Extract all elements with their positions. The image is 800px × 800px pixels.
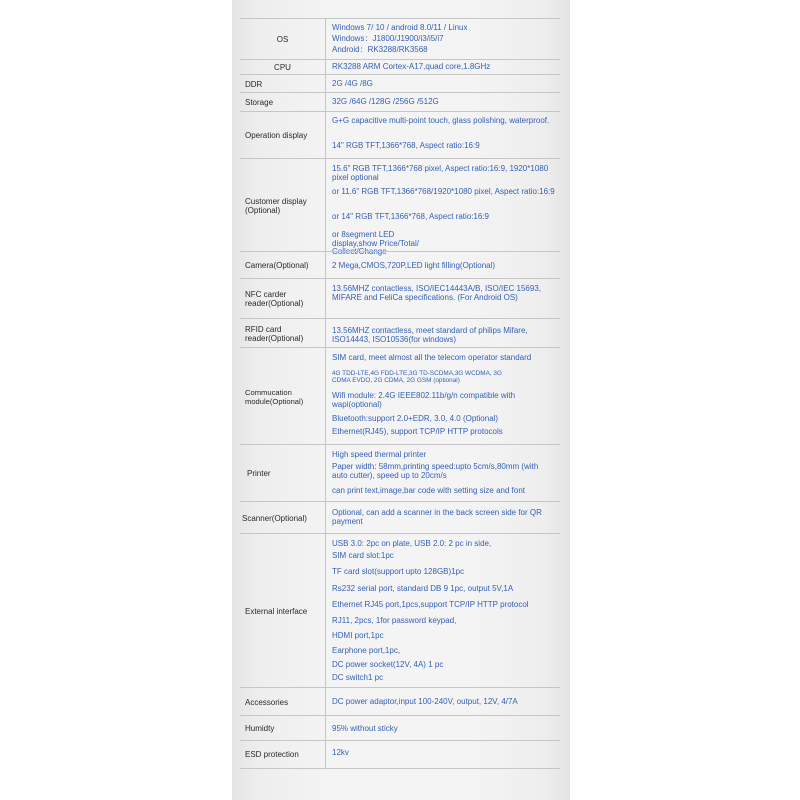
spec-value: DC power adaptor,input 100-240V, output, 12V, 4/7A [332,697,518,706]
spec-label: NFC carder reader(Optional) [245,290,304,308]
spec-value: or 11.6" RGB TFT,1366*768/1920*1080 pixel, Aspect ratio:16:9 [332,187,555,196]
spec-value: 14" RGB TFT,1366*768, Aspect ratio:16:9 [332,141,480,150]
spec-label: External interface [245,606,308,616]
spec-label: RFID card reader(Optional) [245,324,304,343]
spec-value-cell [325,348,560,445]
spec-value: Earphone port,1pc, [332,646,401,655]
spec-row-cpu [240,59,560,75]
spec-value: 95% without sticky [332,724,398,733]
spec-value: G+G capacitive multi-point touch, glass polishing, waterproof. [332,116,550,125]
spec-label: Printer [247,469,271,478]
spec-value-cell [325,60,560,75]
spec-value: Paper width: 58mm,printing speed:upto 5cm/s,80mm (with auto cutter), speed up to 20cm/s [332,462,539,480]
spec-value: 13.56MHZ contactless, meet standard of philips Mifare, ISO14443, ISO10536(for windows) [332,326,528,344]
spec-value: DC power socket(12V, 4A) 1 pc [332,660,444,669]
spec-value: Windows 7/ 10 / android 8.0/11 / Linux [332,23,468,32]
spec-value-cell [325,19,560,60]
spec-value: Bluetooth:support 2.0+EDR, 3.0, 4.0 (Optional) [332,414,499,423]
spec-row-printer [240,444,560,502]
spec-row-operation-display [240,111,560,159]
spec-value: SIM card slot:1pc [332,551,394,560]
spec-value-cell [325,252,560,279]
spec-row-storage [240,92,560,112]
spec-value-cell [325,445,560,502]
spec-value: 32G /64G /128G /256G /512G [332,97,439,106]
spec-row-scanner [240,501,560,534]
spec-value: can print text,image,bar code with setting size and font [332,486,525,495]
spec-label: ESD protection [245,750,299,759]
spec-row-rfid-reader [240,318,560,348]
spec-row-ddr [240,74,560,93]
spec-value: 13.56MHZ contactless, ISO/IEC14443A/B, ISO/IEC 15693, MIFARE and FeliCa specifications. (For Android OS) [332,284,541,302]
spec-value-cell [325,319,560,348]
spec-label: DDR [245,79,263,89]
spec-value-cell [325,741,560,768]
spec-row-external-interface [240,533,560,688]
spec-row-os [240,18,560,60]
spec-value: 15.6" RGB TFT,1366*768 pixel, Aspect ratio:16:9, 1920*1080 pixel optional [332,164,549,182]
spec-value-cell [325,93,560,112]
spec-value-cell [325,159,560,256]
spec-value: Android：RK3288/RK3568 [332,45,428,54]
spec-value-cell [325,688,560,716]
spec-row-esd-protection [240,740,560,769]
spec-row-nfc-reader [240,278,560,319]
spec-value: or 8segment LED display,show Price/Total/ Collect/Change [332,230,419,256]
spec-value: USB 3.0: 2pc on plate, USB 2.0: 2 pc in side, [332,539,492,548]
spec-label: CPU [274,63,291,72]
spec-value: DC switch1 pc [332,673,384,682]
spec-value: 12kv [332,748,349,757]
spec-label: Customer display (Optional) [245,196,307,215]
spec-value: Windows：J1800/J1900/i3/i5/i7 [332,34,444,43]
spec-value-cell [325,534,560,688]
spec-label: Commucation module(Optional) [245,387,304,406]
spec-row-accessories [240,687,560,716]
spec-value: 2 Mega,CMOS,720P,LED light filling(Optional) [332,261,496,270]
spec-value: RK3288 ARM Cortex-A17,quad core,1.8GHz [332,62,491,71]
spec-label: Scanner(Optional) [242,513,307,523]
spec-value-cell [325,279,560,319]
spec-value-cell [325,75,560,93]
spec-value-cell [325,716,560,741]
spec-value-cell [325,112,560,159]
spec-value: High speed thermal printer [332,450,427,459]
spec-row-humidity [240,715,560,741]
spec-label: OS [276,35,289,44]
spec-row-communication-module [240,347,560,445]
spec-label: Humidty [245,724,275,733]
spec-label: Accessories [245,697,289,707]
spec-value: HDMI port,1pc [332,631,384,640]
spec-value: SIM card, meet almost all the telecom operator standard [332,353,532,362]
spec-value: RJ11, 2pcs, 1for password keypad, [332,616,457,625]
spec-value: Optional, can add a scanner in the back screen side for QR payment [332,508,542,526]
spec-value: Wifi module: 2.4G IEEE802.11b/g/n compatible with wapi(optional) [332,391,516,409]
spec-value: or 14" RGB TFT,1366*768, Aspect ratio:16:9 [332,212,490,221]
spec-row-customer-display [240,158,560,256]
spec-row-camera [240,251,560,279]
spec-value: 4G TDD-LTE,4G FDD-LTE,3G TD-SCDMA,3G WCDMA, 3G CDMA EVDO, 2G CDMA, 2G GSM (optional) [332,370,502,384]
spec-value: Ethernet(RJ45), support TCP/IP HTTP protocols [332,427,503,436]
spec-value: TF card slot(support upto 128GB)1pc [332,567,465,576]
spec-label: Camera(Optional) [245,261,309,270]
spec-value: Rs232 serial port, standard DB 9 1pc, output 5V,1A [332,584,514,593]
spec-value: Ethernet RJ45 port,1pcs,support TCP/IP HTTP protocol [332,600,529,609]
spec-table [240,0,560,800]
spec-label: Storage [245,98,274,107]
spec-label: Operation display [245,131,308,140]
spec-value: 2G /4G /8G [332,79,373,88]
spec-value-cell [325,502,560,534]
